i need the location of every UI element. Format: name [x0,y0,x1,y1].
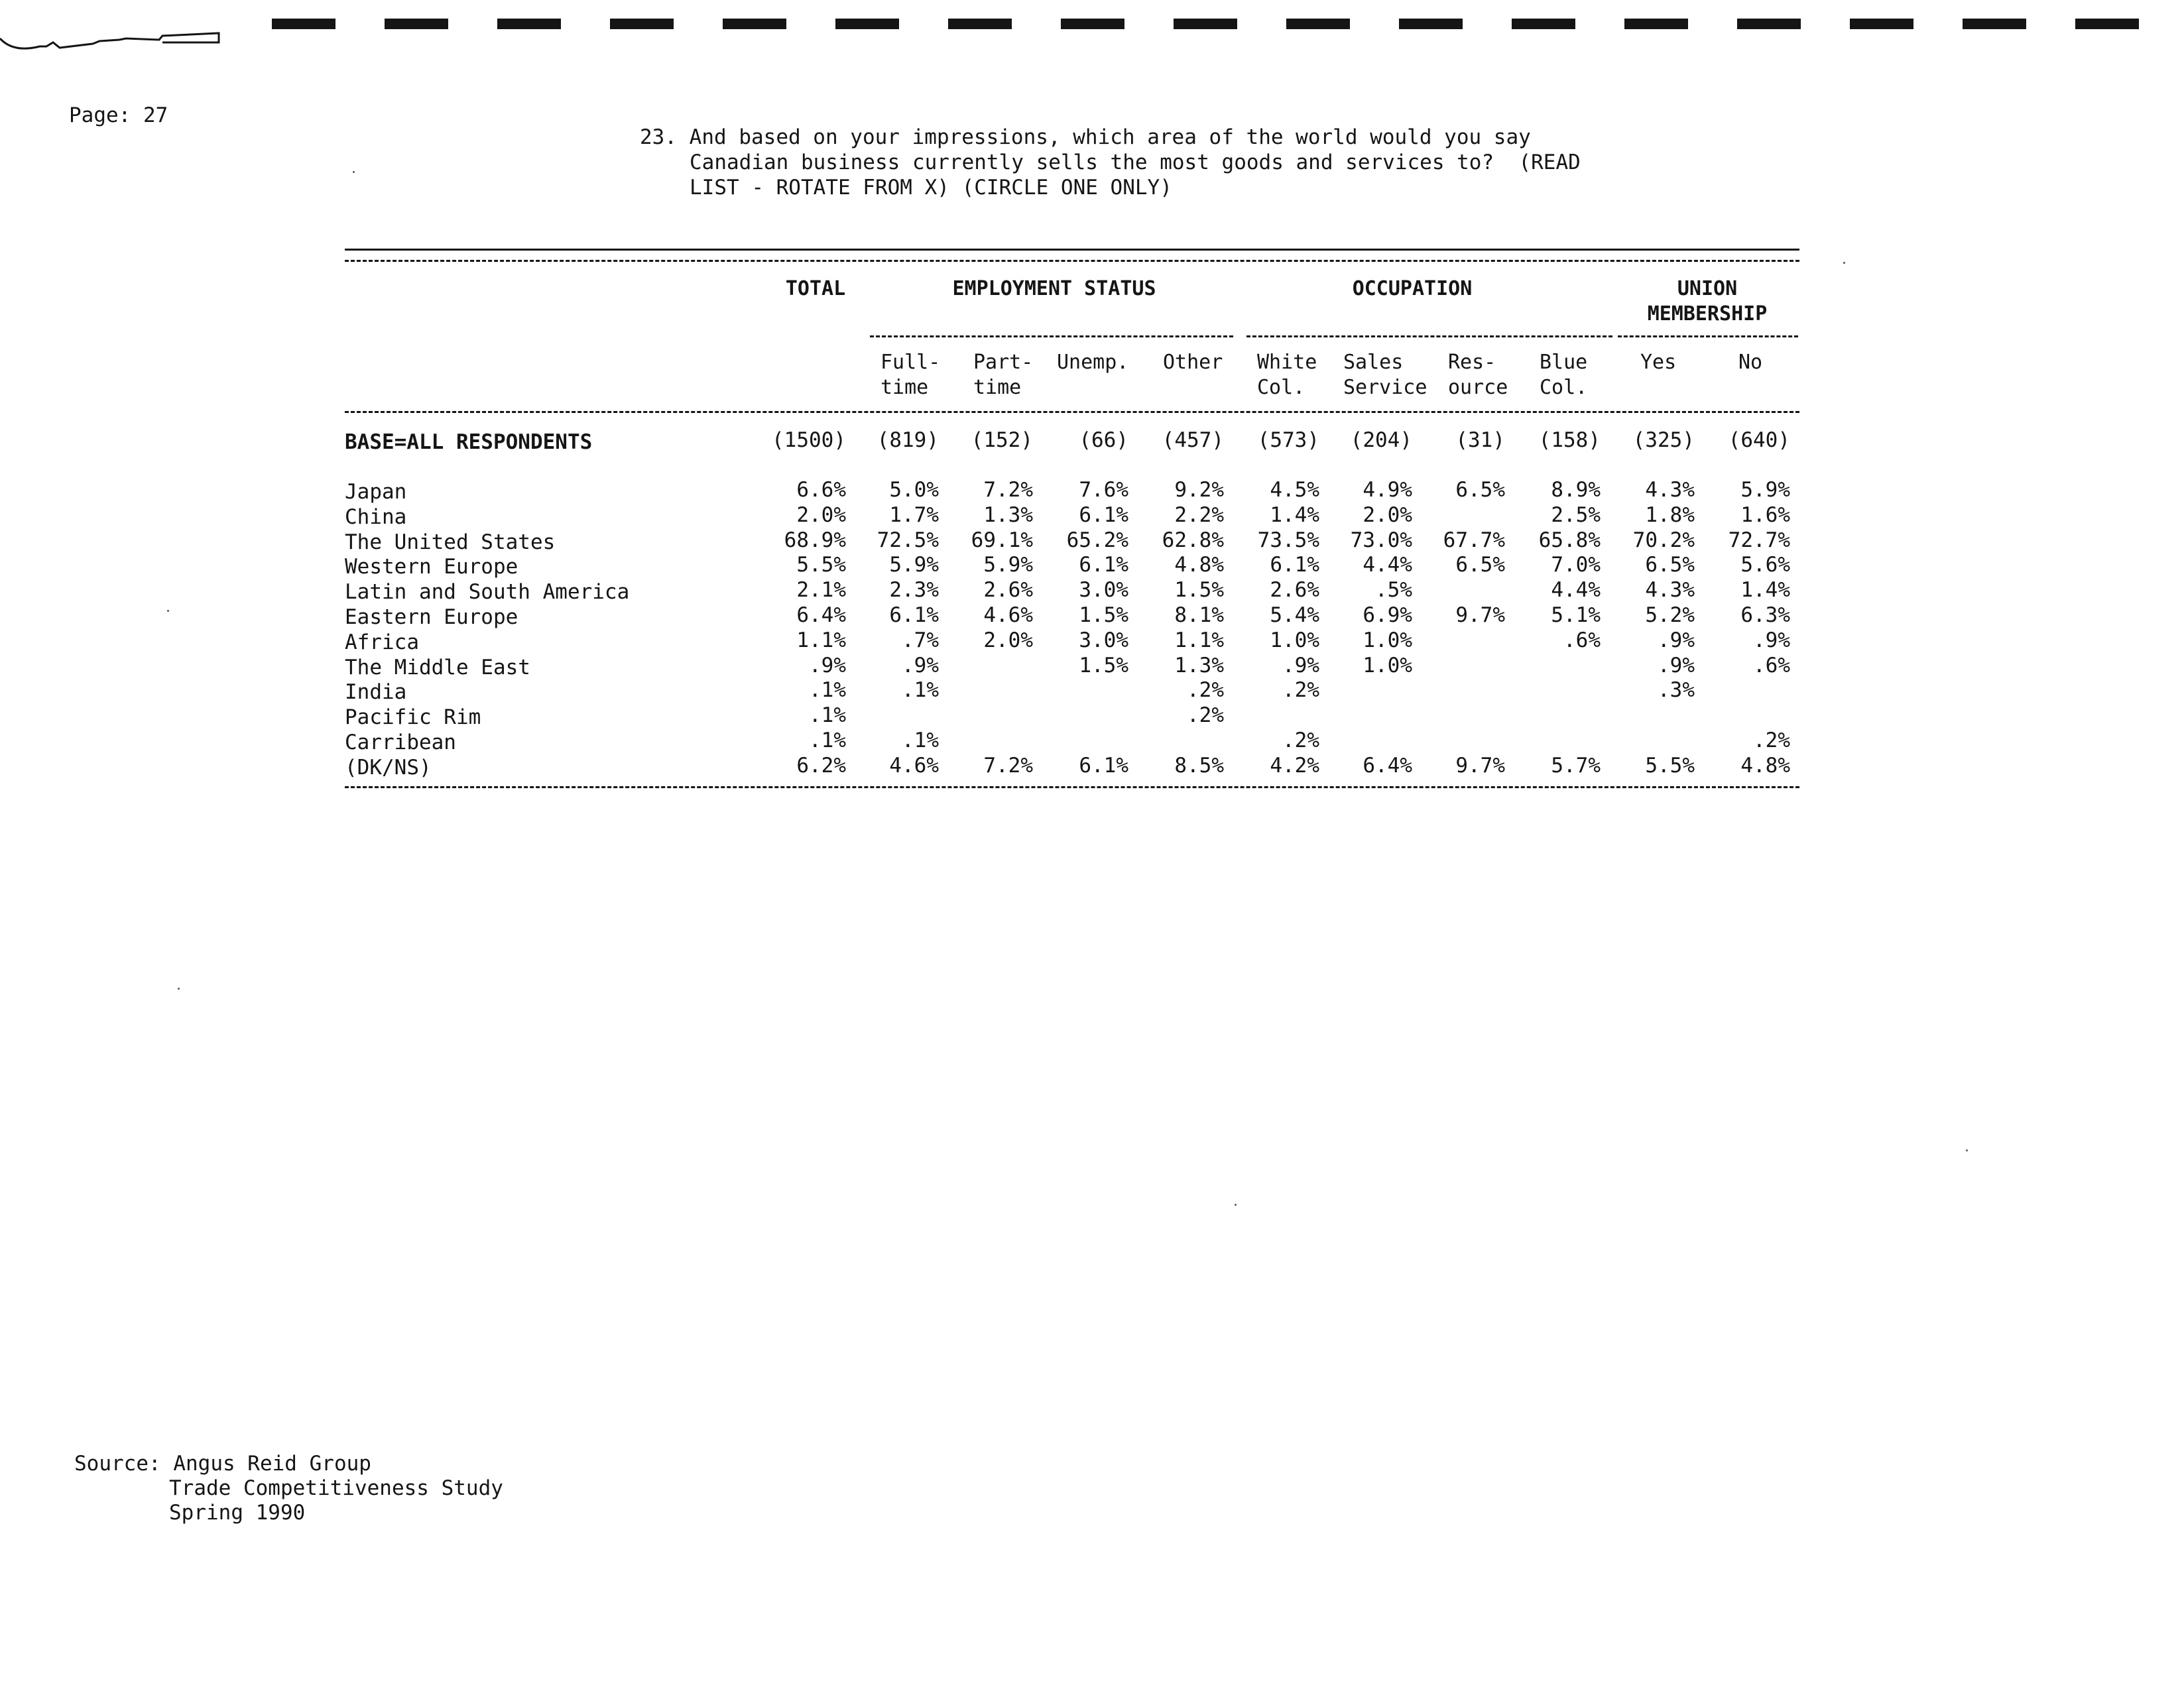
base-count: (819) [877,428,939,452]
table-cell: 4.5% [1270,478,1319,502]
perforation-dash [1286,19,1350,29]
table-cell: 1.1% [1174,628,1224,652]
perforation-dash [1624,19,1688,29]
table-cell: 7.6% [1079,478,1128,502]
row-label: China [345,504,407,529]
table-cell: 73.5% [1257,528,1319,552]
table-cell: 65.2% [1066,528,1128,552]
source-line-2: Trade Competitiveness Study [169,1476,503,1500]
table-cell: 4.3% [1645,578,1695,603]
perforation-dash [497,19,561,29]
table-cell: 2.2% [1174,502,1224,527]
source-org: Angus Reid Group [173,1452,371,1476]
row-label: The Middle East [345,655,530,679]
table-cell: .9% [1753,628,1790,652]
table-cell: 1.1% [796,628,846,652]
table-cell: 5.7% [1551,753,1601,778]
table-cell: .2% [1282,678,1319,703]
table-cell: 9.2% [1174,478,1224,502]
table-cell: 2.0% [1363,502,1412,527]
table-cell: 6.2% [796,753,846,778]
table-cell: 4.6% [889,753,939,778]
base-count: (204) [1350,428,1412,452]
table-cell: 7.0% [1551,553,1601,577]
base-count: (158) [1538,428,1601,452]
scan-speck [1235,1204,1237,1206]
table-cell: 8.5% [1174,753,1224,778]
table-cell: .2% [1282,729,1319,752]
table-cell: 3.0% [1079,628,1128,652]
table-cell: 9.7% [1455,753,1505,778]
table-cell: 5.9% [1740,478,1790,502]
table-cell: 73.0% [1350,528,1412,552]
question-number: 23. [640,125,677,149]
scan-speck [178,988,180,990]
table-cell: 70.2% [1632,528,1695,552]
table-cell: .7% [902,628,939,652]
table-cell: .9% [1658,653,1695,677]
column-header: Sales Service [1343,351,1427,399]
row-label: Eastern Europe [345,605,518,629]
employment-divider [870,335,1233,337]
table-cell: 6.9% [1363,603,1412,627]
perforation-dash [1061,19,1124,29]
table-cell: .1% [809,729,846,752]
question-block [640,125,1581,200]
base-count: (152) [971,428,1033,452]
table-cell: .1% [809,703,846,728]
table-cell: 4.3% [1645,478,1695,502]
table-cell: 1.5% [1079,653,1128,677]
header-total: TOTAL [785,277,846,300]
table-cell: 6.4% [796,603,846,627]
table-cell: .1% [902,678,939,703]
source-line-1 [74,1452,503,1476]
table-cell: 4.8% [1740,753,1790,778]
row-label: India [345,680,407,705]
perforation-dash [1850,19,1913,29]
torn-edge-mark [0,13,225,53]
perforation-dash [948,19,1012,29]
occupation-divider [1246,335,1612,337]
table-cell: 65.8% [1538,528,1601,552]
header-occupation: OCCUPATION [1352,277,1473,300]
table-cell: 4.9% [1363,478,1412,502]
table-cell: 5.4% [1270,603,1319,627]
table-cell: .5% [1375,578,1412,603]
table-cell: 1.4% [1270,502,1319,527]
table-cell: 6.3% [1740,603,1790,627]
table-cell: 4.6% [983,603,1033,627]
table-cell: 5.5% [796,553,846,577]
table-cell: 5.1% [1551,603,1601,627]
base-count: (573) [1257,428,1319,452]
scan-speck [167,610,169,612]
table-cell: 9.7% [1455,603,1505,627]
table-cell: .2% [1187,703,1224,728]
table-cell: .9% [902,653,939,677]
table-cell: 8.9% [1551,478,1601,502]
table-cell: .3% [1658,678,1695,703]
table-cell: 6.5% [1645,553,1695,577]
scan-speck [353,171,355,173]
table-cell: 1.7% [889,502,939,527]
table-cell: .9% [1658,628,1695,652]
table-cell: 1.0% [1363,628,1412,652]
table-cell: 62.8% [1162,528,1224,552]
table-bottom-rule [345,786,1799,788]
question-line-1 [640,125,1568,150]
table-cell: 5.2% [1645,603,1695,627]
header-employment-status: EMPLOYMENT STATUS [952,277,1156,300]
table-cell: 4.4% [1551,578,1601,603]
table-cell: 1.4% [1740,578,1790,603]
table-cell: 2.0% [796,502,846,527]
table-cell: 2.0% [983,628,1033,652]
table-cell: .6% [1563,628,1601,652]
table-cell: 7.2% [983,753,1033,778]
column-header: Unemp. [1057,351,1129,374]
column-header: Part- time [973,351,1034,399]
table-cell: 6.1% [1079,553,1128,577]
perforation-dash [610,19,674,29]
table-cell: 1.5% [1174,578,1224,603]
table-cell: 2.1% [796,578,846,603]
table-cell: 6.1% [889,603,939,627]
scan-speck [1843,262,1845,264]
page-number: Page: 27 [69,103,168,127]
table-cell: 6.1% [1079,753,1128,778]
column-header: Full- time [880,351,941,399]
perforation-dash [1399,19,1463,29]
table-cell: 67.7% [1443,528,1505,552]
column-header: Res- ource [1448,351,1508,399]
question-text-1: And based on your impressions, which area of the world would you say [689,125,1531,149]
table-cell: 6.4% [1363,753,1412,778]
table-cell: 2.5% [1551,502,1601,527]
base-row-label: BASE=ALL RESPONDENTS [345,430,593,454]
base-count: (66) [1079,428,1128,452]
table-cell: 4.8% [1174,553,1224,577]
table-cell: 1.3% [983,502,1033,527]
table-cell: 5.5% [1645,753,1695,778]
table-cell: 6.1% [1270,553,1319,577]
table-top-rule [345,249,1799,251]
source-label: Source: [74,1452,161,1476]
column-header: Blue Col. [1540,351,1588,399]
perforation-dash [1174,19,1237,29]
perforation-dash [272,19,335,29]
table-cell: 4.2% [1270,753,1319,778]
table-cell: 1.8% [1645,502,1695,527]
table-cell: 3.0% [1079,578,1128,603]
column-header: No [1738,351,1763,374]
row-label: Western Europe [345,555,518,579]
row-label: Carribean [345,731,456,754]
row-label: The United States [345,530,556,554]
table-cell: 6.6% [796,478,846,502]
table-cell: 5.0% [889,478,939,502]
table-cell: 6.5% [1455,553,1505,577]
table-cell: .9% [1282,653,1319,677]
table-cell: 2.3% [889,578,939,603]
base-count: (1500) [772,428,846,452]
table-top-dashed-rule [345,260,1799,262]
question-line-2: Canadian business currently sells the most goods and services to? (READ [690,150,1581,174]
table-cell: 1.3% [1174,653,1224,677]
base-count: (640) [1728,428,1790,452]
table-cell: 1.0% [1270,628,1319,652]
table-cell: .6% [1753,653,1790,677]
table-cell: 2.6% [983,578,1033,603]
source-line-3: Spring 1990 [169,1501,306,1525]
perforation-dash [723,19,786,29]
header-union-membership: UNION MEMBERSHIP [1647,277,1768,325]
table-cell: 4.4% [1363,553,1412,577]
table-cell: 2.6% [1270,578,1319,603]
table-cell: 1.6% [1740,502,1790,527]
table-cell: 68.9% [784,528,846,552]
table-cell: 6.1% [1079,502,1128,527]
scan-speck [1966,1149,1968,1151]
header-bottom-rule [345,411,1799,413]
perforation-dash [835,19,899,29]
perforation-dash [2075,19,2139,29]
table-cell: .9% [809,653,846,677]
table-cell: 72.5% [877,528,939,552]
column-header: White Col. [1257,351,1317,399]
table-cell: 5.9% [983,553,1033,577]
table-cell: 5.9% [889,553,939,577]
base-count: (31) [1455,428,1505,452]
base-count: (325) [1632,428,1695,452]
table-cell: .1% [809,678,846,703]
row-label: Japan [345,480,407,504]
union-divider [1618,335,1798,337]
table-cell: .2% [1753,729,1790,752]
row-label: (DK/NS) [345,755,432,780]
table-cell: 1.0% [1363,653,1412,677]
perforation-dash [1963,19,2026,29]
column-header: Other [1163,351,1223,374]
table-cell: .2% [1187,678,1224,703]
base-count: (457) [1162,428,1224,452]
table-cell: 69.1% [971,528,1033,552]
perforation-dash [1512,19,1575,29]
source-note [74,1452,503,1525]
row-label: Pacific Rim [345,705,481,730]
perforation-dash [385,19,448,29]
table-cell: 72.7% [1728,528,1790,552]
table-cell: 6.5% [1455,478,1505,502]
row-label: Africa [345,630,419,654]
column-header: Yes [1640,351,1677,374]
table-cell: 5.6% [1740,553,1790,577]
table-cell: .1% [902,729,939,752]
question-line-3: LIST - ROTATE FROM X) (CIRCLE ONE ONLY) [690,176,1172,200]
table-cell: 8.1% [1174,603,1224,627]
table-cell: 7.2% [983,478,1033,502]
row-label: Latin and South America [345,580,630,605]
perforation-dash [1737,19,1801,29]
table-cell: 1.5% [1079,603,1128,627]
